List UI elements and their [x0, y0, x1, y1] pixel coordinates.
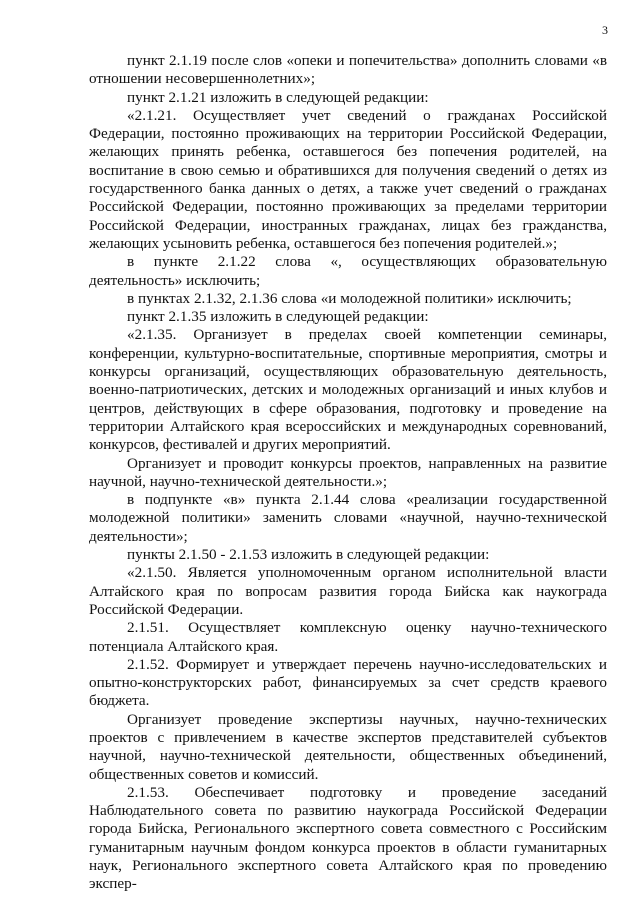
paragraph: 2.1.52. Формирует и утверждает перечень научно-исследовательских и опытно-конструкторских работ, финансируемых за счет средств краевого бюджета. [89, 655, 607, 710]
paragraph: Организует и проводит конкурсы проектов, направленных на развитие научной, научно-технической деятельности.»; [89, 454, 607, 490]
paragraph: «2.1.21. Осуществляет учет сведений о гражданах Российской Федерации, постоянно проживающих на территории Российской Федерации, желающих принять ребенка, оставшегося без попечения родителей, на воспитание в свою семью и обратившихся для получения сведений о детях из государственного банка данных о детях, а также учет сведений о гражданах Российской Федерации, постоянно проживающих за пределами территории Российской Федерации, иностранных гражданах, лицах без гражданства, желающих усыновить ребенка, оставшегося без попечения родителей.»; [89, 106, 607, 252]
paragraph: пункт 2.1.35 изложить в следующей редакции: [127, 308, 429, 326]
paragraph: пункт 2.1.21 изложить в следующей редакции: [127, 88, 429, 106]
paragraph: «2.1.35. Организует в пределах своей компетенции семинары, конференции, культурно-воспитательные, спортивные мероприятия, смотры и конкурсы организаций, осуществляющих образовательную деятельность, военно-патриотических, детских и молодежных организаций и иных клубов и центров, действующих в сфере образования, подготовку и проведение на территории Алтайского края всероссийских и международных соревнований, конкурсов, фестивалей и других мероприятий. [89, 326, 607, 454]
page-number: 3 [602, 23, 608, 37]
paragraph: в пунктах 2.1.32, 2.1.36 слова «и молодежной политики» исключить; [127, 289, 572, 307]
paragraph: Организует проведение экспертизы научных, научно-технических проектов с привлечением в качестве экспертов представителей субъектов научной, научно-технической деятельности, общественных объединений, общественных советов и комиссий. [89, 710, 607, 783]
paragraph: 2.1.53. Обеспечивает подготовку и проведение заседаний Наблюдательного совета по развитию наукограда Российской Федерации города Бийска, Регионального экспертного совета совместного с Российским гуманитарным научным фондом конкурса проектов в области гуманитарных наук, Регионального экспертного совета Алтайского края по проведению экспер- [89, 783, 607, 893]
paragraph: «2.1.50. Является уполномоченным органом исполнительной власти Алтайского края по вопросам развития города Бийска как наукограда Российской Федерации. [89, 564, 607, 618]
paragraph: в пункте 2.1.22 слова «, осуществляющих образовательную деятельность» исключить; [89, 253, 607, 289]
paragraph: пункт 2.1.19 после слов «опеки и попечительства» дополнить словами «в отношении несовершеннолетних»; [89, 52, 607, 88]
document-body [89, 52, 607, 894]
paragraph: пункты 2.1.50 - 2.1.53 изложить в следующей редакции: [127, 546, 490, 564]
paragraph: в подпункте «в» пункта 2.1.44 слова «реализации государственной молодежной политики» заменить словами «научной, научно-технической деятельности»; [89, 491, 607, 545]
paragraph: 2.1.51. Осуществляет комплексную оценку научно-технического потенциала Алтайского края. [89, 619, 607, 655]
